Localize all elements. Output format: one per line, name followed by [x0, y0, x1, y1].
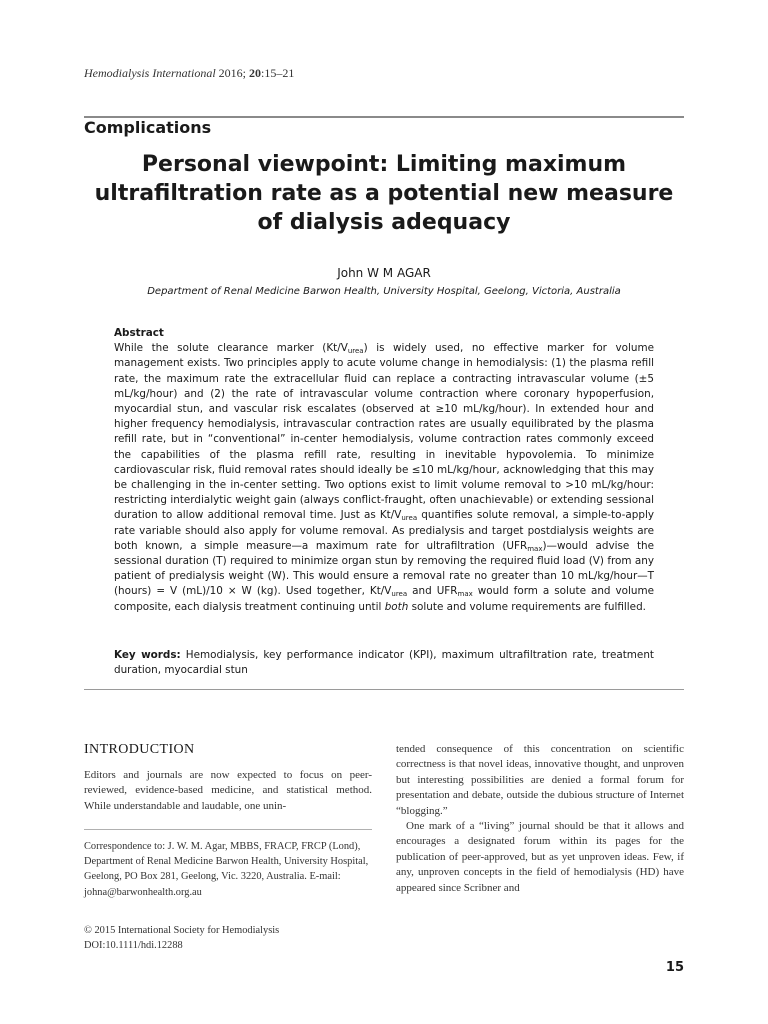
doi-line: DOI:10.1111/hdi.12288: [84, 940, 183, 952]
journal-year: 2016;: [218, 66, 246, 80]
copyright-block: [84, 923, 384, 953]
right-paragraph-1: tended consequence of this concentration on scientific correctness is that novel ideas, innovative thought, and unproven but interesting possibilities are denied a formal forum for presentation and debate, outside the dubious structure of Internet “blogging.”: [396, 743, 684, 817]
abstract-subscript: max: [457, 590, 473, 599]
abstract-segment: While the solute clearance marker (Kt/V: [114, 342, 348, 355]
abstract: [114, 326, 654, 615]
journal-pages: :15–21: [261, 66, 295, 80]
keywords-text: Hemodialysis, key performance indicator (KPI), maximum ultrafiltration rate, treatment duration, myocardial stun: [114, 649, 654, 677]
abstract-segment: )—would advise the sessional duration (T) required to minimize organ stun by removing the required fluid load (V) from any patient of predialysis weight (W). This would ensure a removal rate no greater than 10 mL/kg/hour—T (hours) = V (mL)/10 × W (kg). Used together, Kt/V: [114, 539, 654, 598]
keywords: [114, 648, 654, 678]
footnote-rule: [84, 829, 372, 830]
author-affiliation: Department of Renal Medicine Barwon Health, University Hospital, Geelong, Victoria, Australia: [147, 286, 621, 297]
abstract-segment: ) is widely used, no effective marker for volume management exists. Two principles apply to acute volume change in hemodialysis: (1) the plasma refill rate, the maximum rate the extracellular fluid can replace a contracting intravascular volume (±5 mL/kg/hour) and (2) the rate of intravascular volume contraction where coronary hypoperfusion, myocardial stun, and vascular risk escalates (observed at ≥10 mL/kg/hour). In extended hour and higher frequency hemodialysis, intravascular contraction rates are usually equilibrated by the plasma refill rate, but in “conventional” in-center hemodialysis, volume contraction rates commonly exceed the capabilities of the plasma refill rate, resulting in inevitable hypovolemia. To minimize cardiovascular risk, fluid removal rates should ideally be ≤10 mL/kg/hour, acknowledging that this may be challenging in the in-center setting. Two options exist to limit volume removal to >10 mL/kg/hour: restricting interdialytic weight gain (always conflict-fraught, often unachievable) or extending sessional duration to allow additional removal time. Just as Kt/V: [114, 342, 654, 522]
journal-volume: 20: [249, 66, 261, 80]
abstract-rule: [84, 689, 684, 690]
section-label: Complications: [84, 118, 212, 137]
abstract-text: [114, 342, 654, 612]
running-head: [84, 66, 294, 81]
keywords-heading: Key words:: [114, 649, 181, 661]
introduction-left-column: Editors and journals are now expected to focus on peer-reviewed, evidence-based medicine, and statistical method. While understandable and laudable, one unin-: [84, 769, 372, 812]
copyright-line: © 2015 International Society for Hemodialysis: [84, 925, 280, 936]
journal-name: Hemodialysis International: [84, 66, 216, 80]
abstract-segment: quantifies solute removal, a simple-to-apply rate variable should also apply for volume removal. As predialysis and target postdialysis weights are both known, a simple measure—a maximum rate for ultrafiltration (UFR: [114, 509, 654, 552]
article-title: Personal viewpoint: Limiting maximum ultrafiltration rate as a potential new measure of dialysis adequacy: [94, 152, 674, 235]
abstract-subscript: max: [527, 544, 543, 553]
introduction-right-column: [396, 742, 684, 896]
abstract-segment: and UFR: [407, 585, 458, 598]
abstract-subscript: urea: [391, 590, 408, 599]
correspondence-note: Correspondence to: J. W. M. Agar, MBBS, FRACP, FRCP (Lond), Department of Renal Medicine Barwon Health, University Hospital, Geelong, PO Box 281, Geelong, Vic. 3220, Australia. E-mail: johna@barwonhealth.org.au: [84, 841, 369, 898]
abstract-segment: solute and volume requirements are fulfilled.: [408, 600, 646, 613]
author-name: John W M AGAR: [337, 266, 431, 280]
abstract-subscript: urea: [347, 347, 364, 356]
abstract-heading: Abstract: [114, 327, 164, 339]
page-number: 15: [665, 960, 684, 975]
introduction-heading: INTRODUCTION: [84, 742, 195, 757]
right-paragraph-2: One mark of a “living” journal should be that it allows and encourages a designated forum within its pages for the publication of peer-approved, but as yet unproven ideas. Few, if any, unproven concepts in the field of hemodialysis (HD) have appeared since Scribner and: [396, 820, 684, 894]
abstract-subscript: urea: [401, 514, 418, 523]
abstract-segment: would form a solute and volume composite, each dialysis treatment continuing until: [114, 585, 654, 613]
abstract-emphasis: both: [384, 600, 409, 613]
